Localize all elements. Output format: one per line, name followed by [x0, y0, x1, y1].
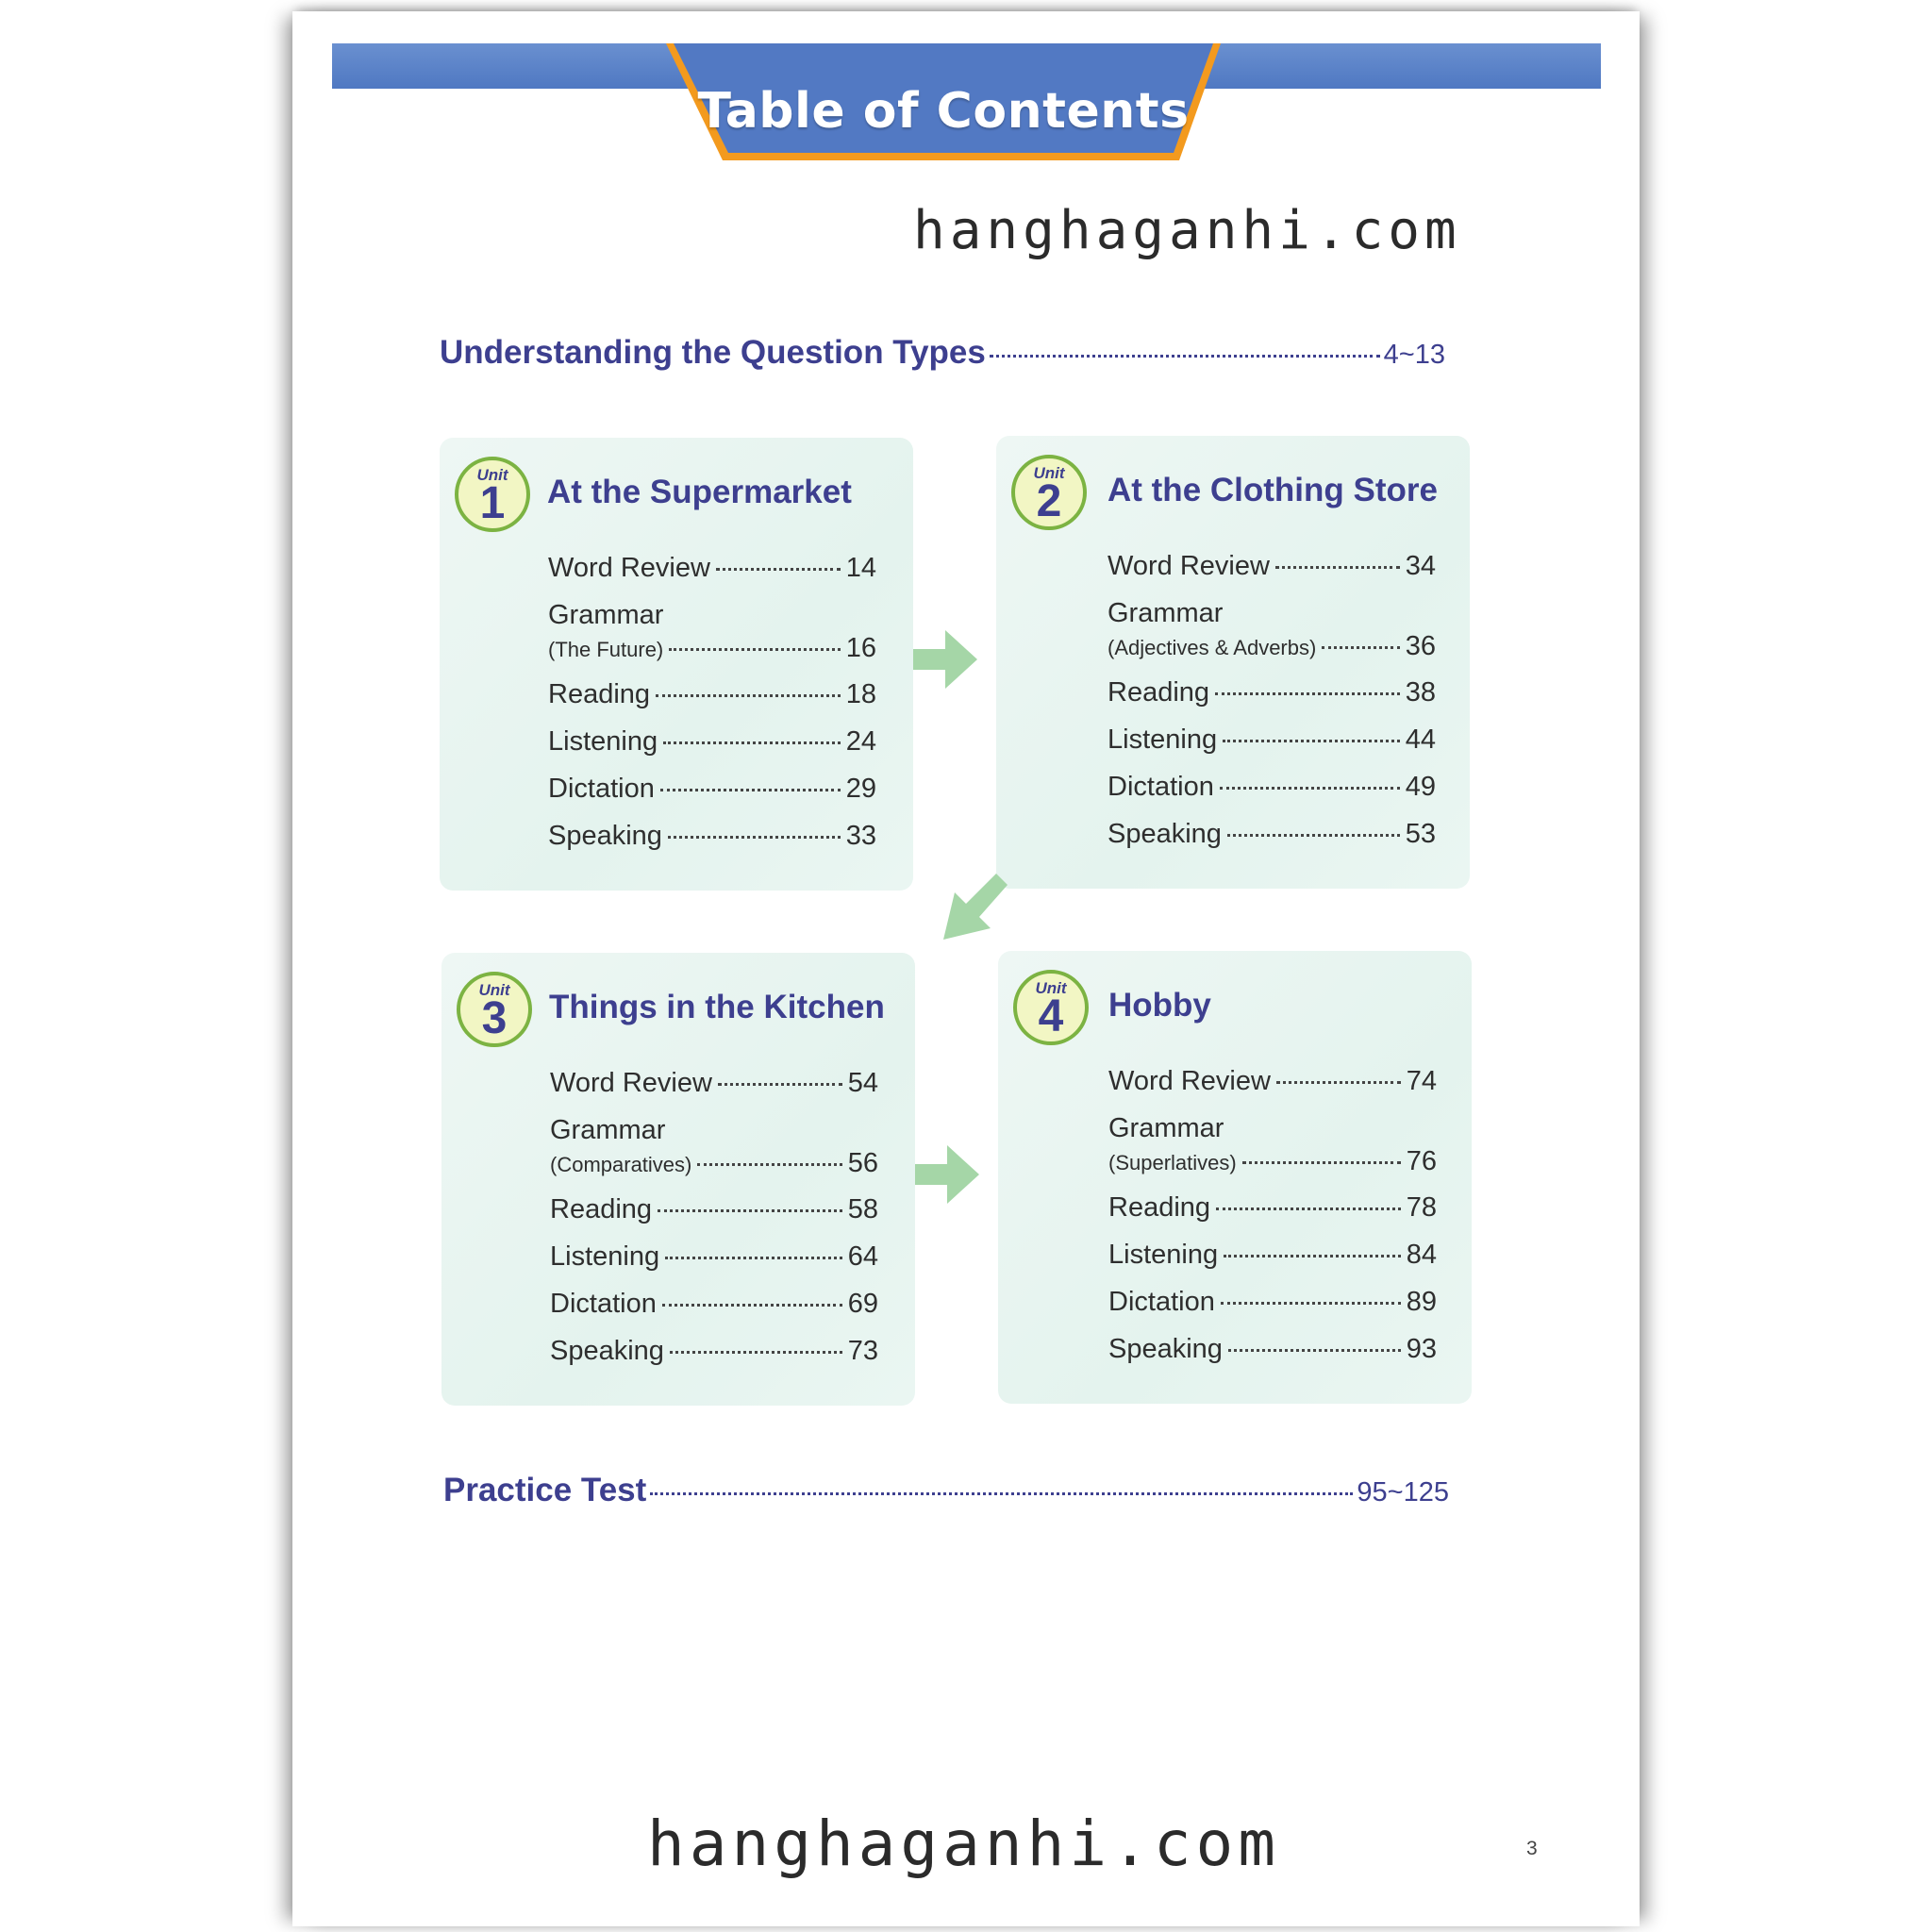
dot-leader: [665, 1257, 842, 1259]
entry-word-review: [548, 553, 876, 584]
entry-label: Speaking: [1108, 819, 1222, 849]
entry-label: Speaking: [548, 821, 662, 851]
entry-speaking: [548, 821, 876, 852]
entry-page: 24: [845, 726, 876, 757]
entry-grammar-topic: (Superlatives): [1108, 1151, 1237, 1174]
dot-leader: [1276, 1081, 1401, 1084]
entry-page: 93: [1406, 1334, 1437, 1364]
entry-page: 76: [1406, 1146, 1437, 1176]
toc-practice-pages: 95~125: [1357, 1477, 1449, 1507]
entry-grammar: [548, 633, 876, 664]
entry-label: Dictation: [1108, 1287, 1215, 1317]
unit-badge-number: 4: [1038, 991, 1064, 1041]
unit-badge-number: 3: [481, 993, 508, 1043]
entry-grammar-label: Grammar: [550, 1115, 666, 1145]
dot-leader: [716, 568, 841, 571]
dot-leader: [669, 648, 840, 651]
watermark-bottom: hanghaganhi.com: [647, 1807, 1281, 1880]
dot-leader: [697, 1163, 841, 1166]
unit-badge-number: 1: [479, 478, 506, 528]
entry-label: Listening: [1108, 724, 1218, 755]
unit-badge-2: [1011, 455, 1087, 530]
entry-grammar-label: Grammar: [1108, 598, 1224, 628]
dot-leader: [1216, 1208, 1401, 1210]
unit-badge-word: Unit: [1035, 979, 1067, 997]
unit-badge-3: [457, 972, 532, 1047]
entry-page: 34: [1405, 551, 1436, 581]
entry-label: Reading: [550, 1194, 653, 1224]
entry-label: Listening: [548, 726, 658, 757]
entry-page: 74: [1406, 1066, 1437, 1096]
entry-label: Reading: [548, 679, 651, 709]
entry-grammar-label: Grammar: [1108, 1113, 1224, 1143]
entry-page: 89: [1406, 1287, 1437, 1317]
page-number: 3: [1526, 1838, 1538, 1859]
arrow-down-left-icon: [940, 872, 1011, 943]
entry-speaking: [550, 1336, 878, 1367]
entry-page: 54: [847, 1068, 878, 1098]
entry-label: Speaking: [1108, 1334, 1223, 1364]
arrow-right-icon: [911, 626, 979, 692]
toc-practice-label: Practice Test: [443, 1472, 647, 1508]
dot-leader: [660, 789, 841, 791]
toc-practice-line: [443, 1472, 1449, 1509]
entry-speaking: [1108, 819, 1436, 850]
dot-leader: [718, 1083, 842, 1086]
entry-page: 64: [847, 1241, 878, 1272]
entry-label: Listening: [1108, 1240, 1219, 1270]
entry-page: 14: [845, 553, 876, 583]
entry-label: Word Review: [1108, 1066, 1271, 1096]
entry-listening: [550, 1241, 878, 1273]
dot-leader: [1224, 1255, 1401, 1257]
entry-page: 73: [847, 1336, 878, 1366]
dot-leader: [670, 1351, 842, 1354]
entry-page: 38: [1405, 677, 1436, 708]
unit-badge-word: Unit: [478, 981, 510, 999]
entry-grammar: [1108, 631, 1436, 662]
entry-page: 69: [847, 1289, 878, 1319]
dot-leader: [656, 694, 841, 697]
unit-badge-number: 2: [1036, 476, 1062, 526]
entry-listening: [1108, 1240, 1437, 1271]
entry-reading: [550, 1194, 878, 1225]
dot-leader: [1275, 566, 1400, 569]
dot-leader: [1220, 787, 1400, 790]
toc-intro-line: [440, 334, 1445, 372]
unit-title-2: At the Clothing Store: [1108, 472, 1438, 508]
entry-dictation: [550, 1289, 878, 1320]
entry-grammar-topic: (Adjectives & Adverbs): [1108, 636, 1317, 659]
entry-dictation: [1108, 1287, 1437, 1318]
entry-label: Dictation: [550, 1289, 657, 1319]
unit-title-4: Hobby: [1108, 987, 1211, 1024]
unit-title-1: At the Supermarket: [547, 474, 852, 510]
dot-leader: [668, 836, 841, 839]
entry-page: 56: [847, 1148, 878, 1178]
dot-leader: [658, 1209, 842, 1212]
entry-label: Word Review: [1108, 551, 1270, 581]
dot-leader: [650, 1492, 1353, 1495]
entry-label: Dictation: [548, 774, 655, 804]
entry-page: 84: [1406, 1240, 1437, 1270]
entry-label: Listening: [550, 1241, 660, 1272]
entry-listening: [548, 726, 876, 758]
unit-badge-word: Unit: [476, 466, 508, 484]
unit-badge-1: [455, 457, 530, 532]
arrow-right-icon: [913, 1141, 981, 1208]
entry-word-review: [1108, 551, 1436, 582]
entry-page: 53: [1405, 819, 1436, 849]
dot-leader: [1322, 646, 1399, 649]
dot-leader: [990, 355, 1380, 358]
entry-page: 29: [845, 774, 876, 804]
entry-listening: [1108, 724, 1436, 756]
entry-reading: [1108, 1192, 1437, 1224]
entry-reading: [1108, 677, 1436, 708]
dot-leader: [1221, 1302, 1401, 1305]
entry-dictation: [548, 774, 876, 805]
entry-page: 49: [1405, 772, 1436, 802]
dot-leader: [1227, 834, 1400, 837]
unit-title-3: Things in the Kitchen: [549, 989, 885, 1025]
entry-label: Word Review: [548, 553, 710, 583]
page-title: Table of Contents: [697, 83, 1190, 140]
unit-badge-word: Unit: [1033, 464, 1065, 482]
entry-grammar-label: Grammar: [548, 600, 664, 630]
toc-intro-pages: 4~13: [1383, 340, 1445, 370]
entry-label: Reading: [1108, 677, 1210, 708]
entry-label: Speaking: [550, 1336, 664, 1366]
entry-label: Word Review: [550, 1068, 712, 1098]
entry-grammar: [550, 1148, 878, 1179]
entry-page: 36: [1405, 631, 1436, 661]
dot-leader: [662, 1304, 842, 1307]
entry-reading: [548, 679, 876, 710]
entry-page: 33: [845, 821, 876, 851]
dot-leader: [1228, 1349, 1401, 1352]
entry-page: 58: [847, 1194, 878, 1224]
entry-speaking: [1108, 1334, 1437, 1365]
entry-page: 18: [845, 679, 876, 709]
entry-word-review: [1108, 1066, 1437, 1097]
entry-grammar: [1108, 1146, 1437, 1177]
entry-word-review: [550, 1068, 878, 1099]
entry-grammar-topic: (The Future): [548, 638, 664, 661]
unit-badge-4: [1013, 970, 1089, 1045]
dot-leader: [663, 741, 841, 744]
dot-leader: [1242, 1161, 1401, 1164]
entry-grammar-topic: (Comparatives): [550, 1153, 692, 1176]
entry-label: Reading: [1108, 1192, 1211, 1223]
entry-page: 16: [845, 633, 876, 663]
watermark-top: hanghaganhi.com: [913, 200, 1461, 261]
entry-page: 44: [1405, 724, 1436, 755]
dot-leader: [1223, 740, 1400, 742]
entry-dictation: [1108, 772, 1436, 803]
dot-leader: [1215, 692, 1400, 695]
toc-intro-label: Understanding the Question Types: [440, 334, 986, 371]
entry-page: 78: [1406, 1192, 1437, 1223]
entry-label: Dictation: [1108, 772, 1214, 802]
